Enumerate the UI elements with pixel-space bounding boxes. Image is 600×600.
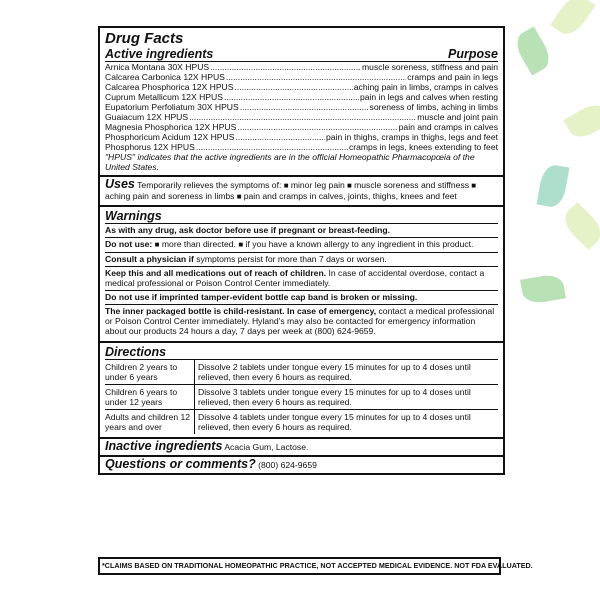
ingredient-name: Guaiacum 12X HPUS xyxy=(105,112,189,122)
leaf-decoration xyxy=(537,163,570,209)
leader-dots xyxy=(210,62,361,72)
dosage: Dissolve 3 tablets under tongue every 15 minutes for up to 4 doses until relieved, then every 6 hours as required. xyxy=(195,385,499,410)
leader-dots xyxy=(224,92,359,102)
ingredient-row xyxy=(105,72,498,82)
child-resistant-warning: The inner packaged bottle is child-resistant. In case of emergency, contact a medical professional or Poison Control Center immediately. Hyland's may also be contacted for emergency information about our products 24 hours a day, 7 days per week at (800) 624-9659. xyxy=(105,306,495,336)
inactive-heading: Inactive ingredients xyxy=(105,439,223,453)
purpose-heading: Purpose xyxy=(447,47,498,61)
leaf-decoration xyxy=(511,26,555,75)
ingredient-row xyxy=(105,142,498,152)
dosage: Dissolve 2 tablets under tongue every 15 minutes for up to 4 doses until relieved, then every 6 hours as required. xyxy=(195,360,499,385)
consult-warning: Consult a physician if symptoms persist for more than 7 days or worsen. xyxy=(105,253,498,267)
ingredient-row xyxy=(105,112,498,122)
uses-section xyxy=(100,177,503,207)
ingredient-purpose: pain and cramps in calves xyxy=(398,122,498,132)
claims-disclaimer: *CLAIMS BASED ON TRADITIONAL HOMEOPATHIC PRACTICE, NOT ACCEPTED MEDICAL EVIDENCE. NOT FDA EVALUATED. xyxy=(98,557,501,575)
ingredient-purpose: muscle soreness, stiffness and pain xyxy=(362,62,498,72)
ingredient-name: Phosphorus 12X HPUS xyxy=(105,142,195,152)
bullet-square-icon: ■ xyxy=(234,192,244,201)
ingredient-purpose: aching pain in limbs, cramps in calves xyxy=(353,82,498,92)
questions-phone: (800) 624-9659 xyxy=(258,460,317,470)
pregnancy-warning: As with any drug, ask doctor before use if pregnant or breast-feeding. xyxy=(105,223,498,238)
active-ingredients-heading: Active ingredients xyxy=(105,47,214,61)
do-not-use-label: Do not use: xyxy=(105,239,153,249)
drug-facts-panel xyxy=(98,26,505,475)
ingredient-name: Magnesia Phosphorica 12X HPUS xyxy=(105,122,237,132)
ingredient-list xyxy=(105,62,498,152)
questions-section xyxy=(100,457,503,473)
leader-dots xyxy=(235,82,353,92)
leader-dots xyxy=(226,72,406,82)
directions-heading: Directions xyxy=(105,345,167,359)
use-item: aching pain and soreness in limbs xyxy=(105,191,235,201)
ingredient-name: Cuprum Metallicum 12X HPUS xyxy=(105,92,223,102)
questions-heading: Questions or comments? xyxy=(105,457,256,471)
use-item: muscle soreness and stiffness xyxy=(354,180,470,190)
ingredient-name: Calcarea Phosphorica 12X HPUS xyxy=(105,82,234,92)
ingredient-purpose: pain in thighs, cramps in thighs, legs and feet xyxy=(326,132,498,142)
tamper-warning: Do not use if imprinted tamper-evident bottle cap band is broken or missing. xyxy=(105,291,498,305)
ingredient-row xyxy=(105,62,498,72)
directions-section xyxy=(100,343,503,439)
ingredient-name: Calcarea Carbonica 12X HPUS xyxy=(105,72,225,82)
ingredient-purpose: soreness of limbs, aching in limbs xyxy=(369,102,498,112)
do-not-use-warning: Do not use: ■ more than directed. ■ if you have a known allergy to any ingredient in this product. xyxy=(105,238,498,253)
keep-out-of-reach-warning: Keep this and all medications out of reach of children. In case of accidental overdose, contact a medical professional or Poison Control Center immediately. xyxy=(105,267,498,291)
leader-dots xyxy=(196,142,348,152)
leaf-decoration xyxy=(559,202,600,250)
active-ingredients-section xyxy=(100,28,503,177)
bullet-square-icon: ■ xyxy=(283,181,291,190)
directions-table xyxy=(105,359,498,434)
drug-facts-title: Drug Facts xyxy=(105,30,184,47)
ingredient-row xyxy=(105,132,498,142)
ingredient-row xyxy=(105,102,498,112)
uses-heading: Uses xyxy=(105,177,135,191)
dosage: Dissolve 4 tablets under tongue every 15 minutes for up to 4 doses until relieved, then every 6 hours as required. xyxy=(195,410,499,435)
leaf-decoration xyxy=(563,99,600,143)
age-group: Adults and children 12 years and over xyxy=(105,410,195,435)
ingredient-purpose: cramps and pain in legs xyxy=(407,72,498,82)
hpus-note: "HPUS" indicates that the active ingredients are in the official Homeopathic Pharmacopœia of the United States. xyxy=(105,152,475,172)
use-item: pain and cramps in calves, joints, thighs, knees and feet xyxy=(243,191,457,201)
ingredient-purpose: cramps in legs, knees extending to feet xyxy=(348,142,498,152)
ingredient-purpose: pain in legs and calves when resting xyxy=(359,92,498,102)
bullet-square-icon: ■ xyxy=(469,181,477,190)
directions-row xyxy=(105,410,498,435)
age-group: Children 6 years to under 12 years xyxy=(105,385,195,410)
leader-dots xyxy=(237,122,397,132)
ingredient-name: Eupatorium Perfoliatum 30X HPUS xyxy=(105,102,239,112)
active-header-row xyxy=(105,47,498,62)
ingredient-name: Phosphoricum Acidum 12X HPUS xyxy=(105,132,235,142)
ingredient-row xyxy=(105,82,498,92)
leaf-decoration xyxy=(520,273,566,306)
use-item: minor leg pain xyxy=(290,180,345,190)
leader-dots xyxy=(189,112,416,122)
inactive-ingredients-section xyxy=(100,439,503,457)
age-group: Children 2 years to under 6 years xyxy=(105,360,195,385)
inactive-text: Acacia Gum, Lactose. xyxy=(224,442,309,452)
ingredient-row xyxy=(105,92,498,102)
directions-row xyxy=(105,385,498,410)
ingredient-name: Arnica Montana 30X HPUS xyxy=(105,62,210,72)
leader-dots xyxy=(240,102,369,112)
uses-intro: Temporarily relieves the symptoms of: xyxy=(137,180,282,190)
directions-row xyxy=(105,360,498,385)
warnings-heading: Warnings xyxy=(105,209,162,223)
ingredient-row xyxy=(105,122,498,132)
leader-dots xyxy=(235,132,325,142)
ingredient-purpose: muscle and joint pain xyxy=(417,112,498,122)
leaf-decoration xyxy=(550,0,595,40)
warnings-section xyxy=(100,207,503,343)
bullet-square-icon: ■ xyxy=(344,181,355,190)
